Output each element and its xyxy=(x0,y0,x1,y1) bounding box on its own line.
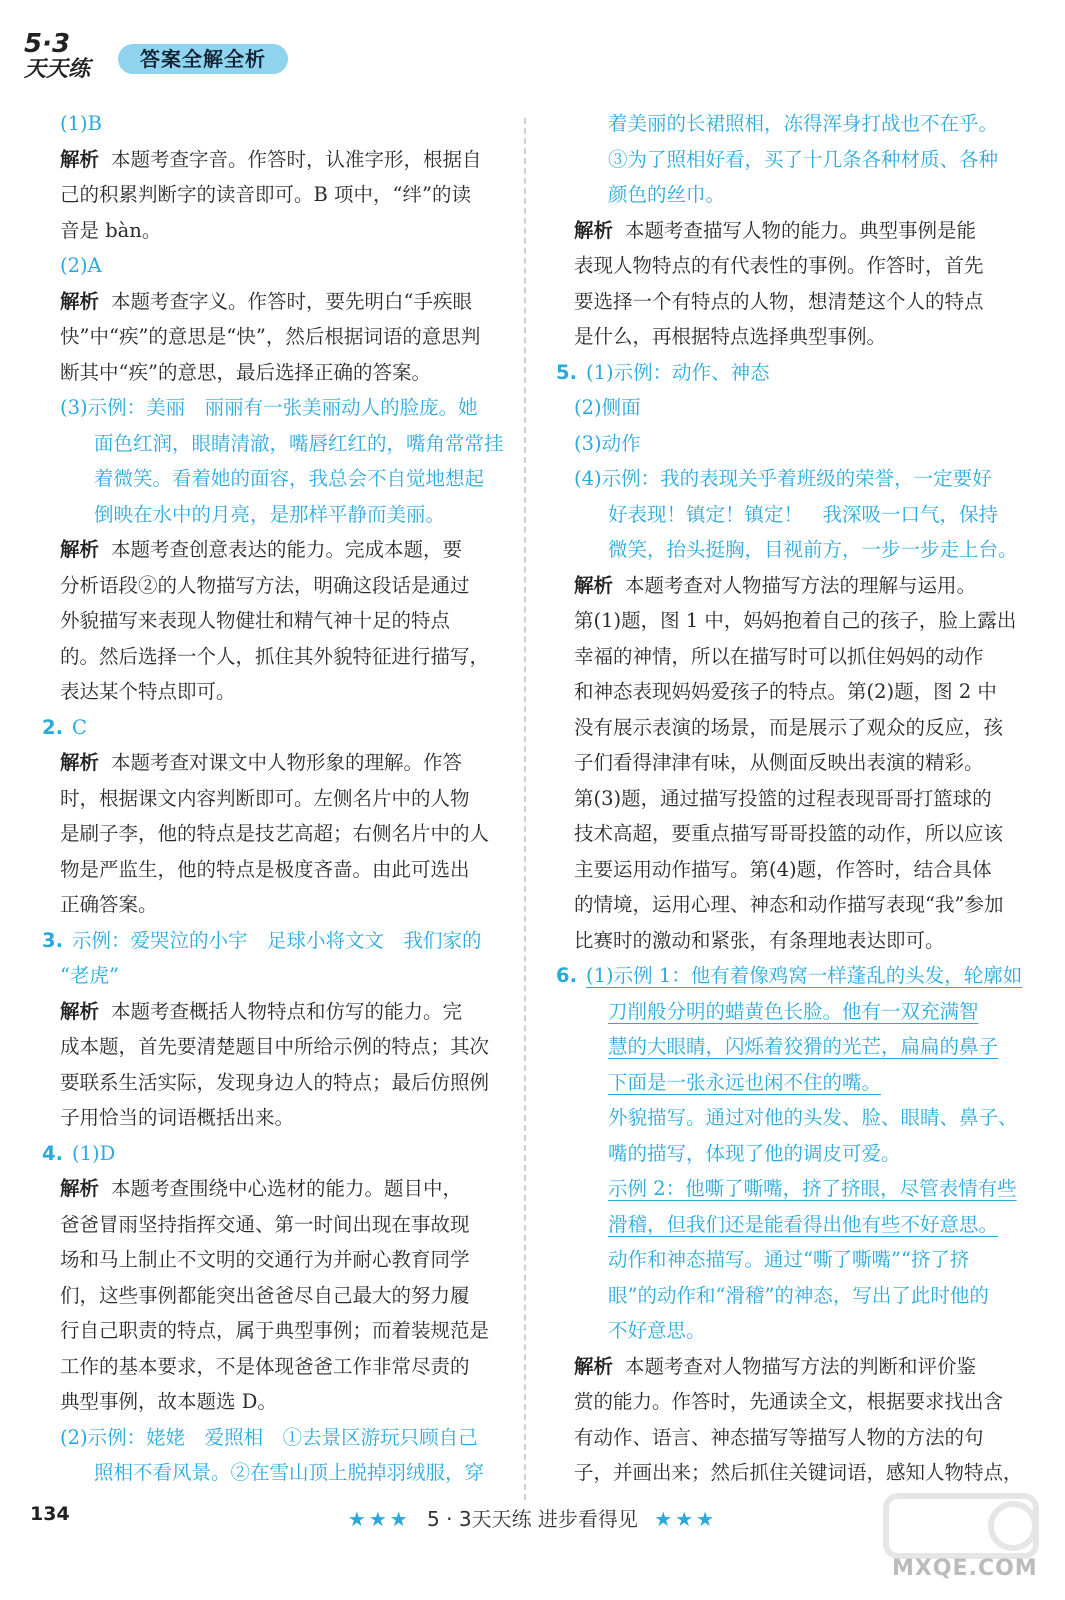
watermark-text: MXQE.COM xyxy=(892,1556,1038,1581)
text-line xyxy=(42,923,504,959)
line-text: 本题考查创意表达的能力。完成本题，要 xyxy=(111,538,463,561)
line-text: 颜色的丝巾。 xyxy=(608,183,726,206)
text-line xyxy=(556,426,1018,462)
line-text: 刀削般分明的蜡黄色长脸。他有一双充满智 xyxy=(608,999,979,1023)
text-line xyxy=(42,1384,504,1420)
text-line xyxy=(556,248,1018,284)
line-text: 照相不看风景。②在雪山顶上脱掉羽绒服，穿 xyxy=(94,1461,485,1484)
line-text: 外貌描写来表现人物健壮和精气神十足的特点 xyxy=(60,609,451,632)
text-line xyxy=(556,1100,1018,1136)
text-line xyxy=(42,781,504,817)
text-line xyxy=(556,781,1018,817)
text-line xyxy=(42,106,504,142)
text-line xyxy=(42,461,504,497)
line-text: (4)示例：我的表现关乎着班级的荣誉，一定要好 xyxy=(574,467,992,490)
line-text: 没有展示表演的场景，而是展示了观众的反应，孩 xyxy=(574,715,1004,739)
analysis-label: 解析 xyxy=(574,1354,614,1378)
text-line xyxy=(556,1207,1018,1243)
footer-slogan-text: 5 · 3天天练 进步看得见 xyxy=(427,1507,638,1531)
line-text: 们，这些事例都能突出爸爸尽自己最大的努力履 xyxy=(60,1283,470,1307)
line-text: 着微笑。看着她的面容，我总会不自觉地想起 xyxy=(94,467,485,490)
line-text: 要联系生活实际，发现身边人的特点；最后仿照例 xyxy=(60,1070,490,1094)
line-text: 断其中“疾”的意思，最后选择正确的答案。 xyxy=(60,360,431,384)
left-column xyxy=(42,106,504,1491)
line-text: 爸爸冒雨坚持指挥交通、第一时间出现在事故现 xyxy=(60,1212,470,1236)
analysis-label: 解析 xyxy=(60,999,100,1023)
analysis-label: 解析 xyxy=(574,573,614,597)
line-text: 是什么，再根据特点选择典型事例。 xyxy=(574,325,887,348)
line-text: 己的积累判断字的读音即可。B 项中，“绊”的读 xyxy=(60,183,471,206)
text-line xyxy=(42,568,504,604)
text-line xyxy=(42,603,504,639)
text-line xyxy=(42,1029,504,1065)
analysis-label: 解析 xyxy=(60,289,100,313)
text-line xyxy=(42,355,504,391)
line-text: (3)示例：美丽 丽丽有一张美丽动人的脸庞。她 xyxy=(60,396,478,419)
line-text: 本题考查字音。作答时，认准字形，根据自 xyxy=(111,147,482,171)
line-text: 微笑，抬头挺胸，目视前方，一步一步走上台。 xyxy=(608,538,1018,561)
text-line xyxy=(556,497,1018,533)
text-line xyxy=(42,1207,504,1243)
text-line xyxy=(42,816,504,852)
text-line xyxy=(556,568,1018,604)
line-text: (1)示例 1：他有着像鸡窝一样蓬乱的头发，轮廓如 xyxy=(586,964,1023,987)
right-column xyxy=(556,106,1023,1491)
text-line xyxy=(42,994,504,1030)
question-number: 5. xyxy=(556,360,577,384)
line-text: 幸福的神情，所以在描写时可以抓住妈妈的动作 xyxy=(574,644,984,668)
text-line xyxy=(42,1171,504,1207)
svg-text:天天练: 天天练 xyxy=(24,57,91,80)
text-line xyxy=(42,958,504,994)
line-text: 的情境，运用心理、神态和动作描写表现“我”参加 xyxy=(574,893,1004,916)
line-text: (2)示例：姥姥 爱照相 ①去景区游玩只顾自己 xyxy=(60,1425,478,1449)
line-text: 下面是一张永远也闲不住的嘴。 xyxy=(608,1070,882,1094)
text-line xyxy=(556,1171,1018,1207)
text-line xyxy=(42,639,504,675)
line-text: 动作和神态描写。通过“嘶了嘶嘴”“挤了挤 xyxy=(608,1248,970,1271)
line-text: 眼”的动作和“滑稽”的神态，写出了此时他的 xyxy=(608,1283,989,1307)
text-line xyxy=(556,852,1018,888)
text-line xyxy=(556,142,1018,178)
line-text: 着美丽的长裙照相，冻得浑身打战也不在乎。 xyxy=(608,112,999,135)
line-text: 物是严监生，他的特点是极度吝啬。由此可选出 xyxy=(60,857,470,881)
line-text: (1)示例：动作、神态 xyxy=(586,360,770,384)
question-number: 3. xyxy=(42,928,63,952)
text-line xyxy=(42,248,504,284)
text-line xyxy=(42,1455,504,1491)
line-text: 本题考查概括人物特点和仿写的能力。完 xyxy=(111,999,463,1023)
text-line xyxy=(556,958,1023,994)
line-text: 场和马上制止不文明的交通行为并耐心教育同学 xyxy=(60,1248,470,1271)
text-line xyxy=(556,355,1018,391)
text-line xyxy=(556,1065,1018,1101)
text-line xyxy=(42,1313,504,1349)
text-line xyxy=(556,710,1018,746)
text-line xyxy=(42,1100,504,1136)
text-line xyxy=(556,319,1018,355)
column-divider xyxy=(524,118,526,1500)
line-text: 和神态表现妈妈爱孩子的特点。第(2)题，图 2 中 xyxy=(574,680,997,703)
text-line xyxy=(556,994,1018,1030)
text-line xyxy=(556,1136,1018,1172)
line-text: 音是 bàn。 xyxy=(60,218,162,242)
line-text: 要选择一个有特点的人物，想清楚这个人的特点 xyxy=(574,289,984,313)
text-line xyxy=(556,461,1018,497)
text-line xyxy=(556,284,1018,320)
text-line xyxy=(556,106,1018,142)
line-text: 比赛时的激动和紧张，有条理地表达即可。 xyxy=(574,928,945,952)
text-line xyxy=(42,532,504,568)
svg-text:5·3: 5·3 xyxy=(24,29,71,59)
footer-stars-right: ★★★ xyxy=(654,1507,718,1531)
line-text: 不好意思。 xyxy=(608,1319,706,1342)
text-line xyxy=(42,1420,504,1456)
line-text: 分析语段②的人物描写方法，明确这段话是通过 xyxy=(60,573,470,597)
text-line xyxy=(556,887,1018,923)
line-text: 成本题，首先要清楚题目中所给示例的特点；其次 xyxy=(60,1035,490,1058)
line-text: 第(1)题，图 1 中，妈妈抱着自己的孩子，脸上露出 xyxy=(574,609,1017,632)
text-line xyxy=(556,923,1018,959)
line-text: 本题考查对人物描写方法的理解与运用。 xyxy=(625,573,977,597)
analysis-label: 解析 xyxy=(60,147,100,171)
line-text: 慧的大眼睛，闪烁着狡猾的光芒，扁扁的鼻子 xyxy=(608,1035,999,1058)
section-title-pill: 答案全解全析 xyxy=(118,44,288,74)
line-text: 赏的能力。作答时，先通读全文，根据要求找出含 xyxy=(574,1390,1004,1413)
line-text: (3)动作 xyxy=(574,431,641,455)
text-line xyxy=(42,426,504,462)
line-text: (1)D xyxy=(72,1141,116,1165)
text-line xyxy=(42,745,504,781)
text-line xyxy=(42,1349,504,1385)
text-line xyxy=(42,497,504,533)
line-text: 示例：爱哭泣的小宇 足球小将文文 我们家的 xyxy=(72,928,482,952)
line-text: 第(3)题，通过描写投篮的过程表现哥哥打篮球的 xyxy=(574,786,992,810)
line-text: 滑稽，但我们还是能看得出他有些不好意思。 xyxy=(608,1212,999,1236)
line-text: ③为了照相好看，买了十几条各种材质、各种 xyxy=(608,147,999,171)
line-text: 面色红润，眼睛清澈，嘴唇红红的，嘴角常常挂 xyxy=(94,431,504,455)
text-line xyxy=(42,213,504,249)
text-line xyxy=(556,1384,1018,1420)
text-line xyxy=(42,319,504,355)
text-line xyxy=(42,852,504,888)
text-line xyxy=(556,1455,1023,1491)
line-text: 技术高超，要重点描写哥哥投篮的动作，所以应该 xyxy=(574,822,1004,845)
question-number: 6. xyxy=(556,964,577,987)
text-line xyxy=(556,390,1018,426)
page-number: 134 xyxy=(30,1503,70,1525)
analysis-label: 解析 xyxy=(60,538,100,561)
footer-stars-left: ★★★ xyxy=(347,1507,411,1531)
text-line xyxy=(556,639,1018,675)
text-line xyxy=(42,710,504,746)
text-line xyxy=(42,390,504,426)
line-text: 本题考查对课文中人物形象的理解。作答 xyxy=(111,751,463,774)
line-text: 快”中“疾”的意思是“快”，然后根据词语的意思判 xyxy=(60,325,481,348)
text-line xyxy=(42,887,504,923)
analysis-label: 解析 xyxy=(60,1177,100,1200)
line-text: (1)B xyxy=(60,112,102,135)
line-text: 正确答案。 xyxy=(60,893,158,916)
line-text: 工作的基本要求，不是体现爸爸工作非常尽责的 xyxy=(60,1354,470,1378)
text-line xyxy=(556,745,1018,781)
line-text: 倒映在水中的月亮，是那样平静而美丽。 xyxy=(94,502,446,526)
page-header xyxy=(22,24,322,84)
text-line xyxy=(556,1242,1018,1278)
line-text: 表现人物特点的有代表性的事例。作答时，首先 xyxy=(574,254,984,277)
text-line xyxy=(556,1420,1018,1456)
text-line xyxy=(556,816,1018,852)
line-text: 本题考查描写人物的能力。典型事例是能 xyxy=(625,218,977,242)
line-text: 是刷子李，他的特点是技艺高超；右侧名片中的人 xyxy=(60,822,490,845)
text-line xyxy=(556,1029,1018,1065)
text-line xyxy=(42,1242,504,1278)
line-text: 本题考查字义。作答时，要先明白“手疾眼 xyxy=(111,289,472,313)
line-text: 好表现！镇定！镇定！ 我深吸一口气，保持 xyxy=(608,502,999,526)
text-line xyxy=(42,1136,504,1172)
text-line xyxy=(556,1313,1018,1349)
line-text: 行自己职责的特点，属于典型事例；而着装规范是 xyxy=(60,1319,490,1342)
text-line xyxy=(556,674,1018,710)
line-text: 子用恰当的词语概括出来。 xyxy=(60,1106,295,1129)
line-text: 本题考查对人物描写方法的判断和评价鉴 xyxy=(625,1354,977,1378)
text-line xyxy=(42,142,504,178)
line-text: 子，并画出来；然后抓住关键词语，感知人物特点， xyxy=(574,1461,1023,1484)
text-line xyxy=(556,603,1018,639)
line-text: 表达某个特点即可。 xyxy=(60,680,236,703)
text-line xyxy=(556,1349,1018,1385)
line-text: (2)侧面 xyxy=(574,396,641,419)
line-text: 示例 2：他嘶了嘶嘴，挤了挤眼，尽管表情有些 xyxy=(608,1177,1017,1200)
text-line xyxy=(42,1278,504,1314)
line-text: 的。然后选择一个人，抓住其外貌特征进行描写， xyxy=(60,644,490,668)
text-line xyxy=(556,532,1018,568)
line-text: 外貌描写。通过对他的头发、脸、眼睛、鼻子、 xyxy=(608,1106,1018,1129)
line-text: 有动作、语言、神态描写等描写人物的方法的句 xyxy=(574,1425,984,1449)
line-text: (2)A xyxy=(60,254,102,277)
text-line xyxy=(42,177,504,213)
line-text: 时，根据课文内容判断即可。左侧名片中的人物 xyxy=(60,786,470,810)
line-text: 嘴的描写，体现了他的调皮可爱。 xyxy=(608,1141,901,1165)
text-line xyxy=(556,177,1018,213)
line-text: 子们看得津津有味，从侧面反映出表演的精彩。 xyxy=(574,751,984,774)
line-text: 本题考查围绕中心选材的能力。题目中， xyxy=(111,1177,463,1200)
line-text: C xyxy=(72,715,87,739)
text-line xyxy=(42,674,504,710)
line-text: 典型事例，故本题选 D。 xyxy=(60,1390,277,1413)
line-text: 主要运用动作描写。第(4)题，作答时，结合具体 xyxy=(574,857,992,881)
line-text: “老虎” xyxy=(60,964,119,987)
question-number: 4. xyxy=(42,1141,63,1165)
analysis-label: 解析 xyxy=(574,218,614,242)
question-number: 2. xyxy=(42,715,63,739)
text-line xyxy=(556,1278,1018,1314)
analysis-label: 解析 xyxy=(60,751,100,774)
brand-logo-icon xyxy=(22,28,102,80)
text-line xyxy=(42,1065,504,1101)
text-line xyxy=(556,213,1018,249)
text-line xyxy=(42,284,504,320)
